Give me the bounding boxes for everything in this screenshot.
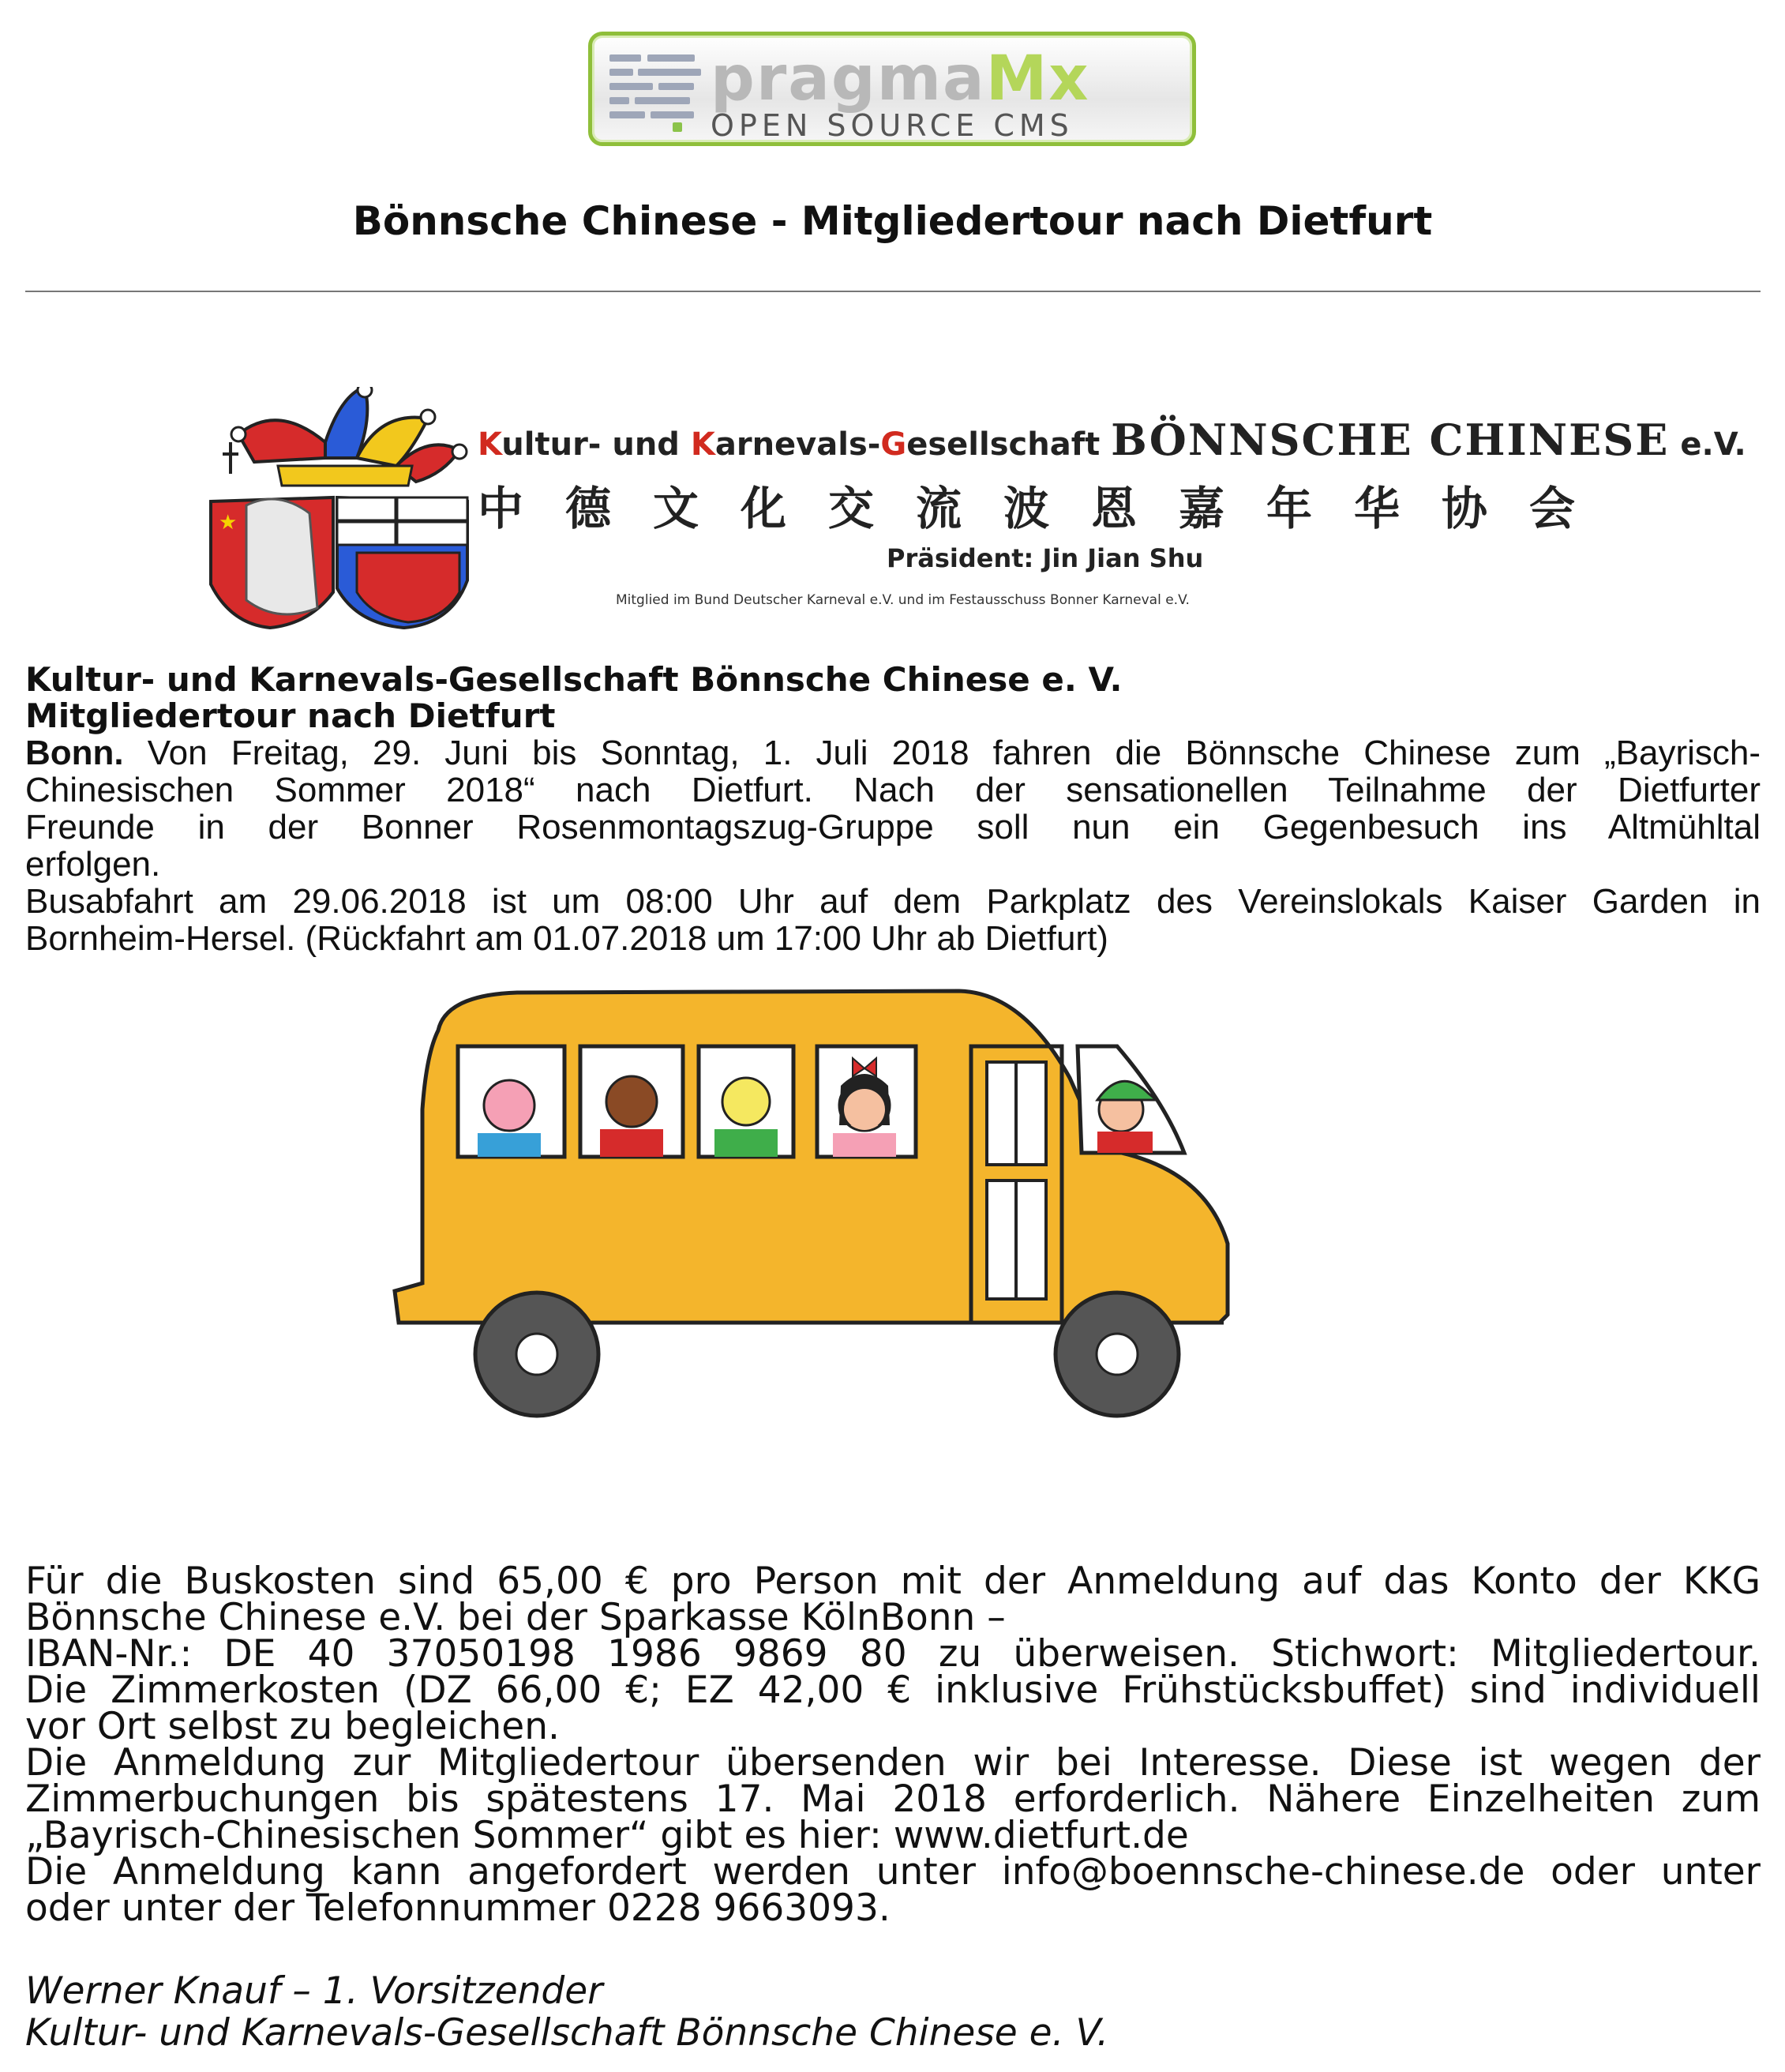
costs-line: oder unter der Telefonnummer 0228 9663093.: [25, 1886, 891, 1930]
costs-line: „Bayrisch-Chinesischen Sommer“ gibt es hier: www.dietfurt.de: [25, 1814, 1189, 1857]
costs-paragraph: [25, 1560, 1761, 1930]
costs-line: Die Zimmerkosten (DZ 66,00 €; EZ 42,00 € inklusive Frühstücksbuffet) sind individuell: [25, 1668, 1761, 1712]
tour-heading: Mitgliedertour nach Dietfurt: [25, 696, 556, 735]
school-bus-illustration: [391, 983, 1401, 1481]
costs-line: Zimmerbuchungen bis spätestens 17. Mai 2018 erforderlich. Nähere Einzelheiten zum: [25, 1777, 1761, 1821]
intro-line: Freunde in der Bonner Rosenmontagszug-Gruppe soll nun ein Gegenbesuch ins Altmühltal: [25, 808, 1761, 846]
intro-line: Bornheim-Hersel. (Rückfahrt am 01.07.2018 um 17:00 Uhr ab Dietfurt): [25, 919, 1108, 958]
costs-line: IBAN-Nr.: DE 40 37050198 1986 9869 80 zu überweisen. Stichwort: Mitgliedertour.: [25, 1632, 1761, 1676]
divider: [25, 291, 1761, 292]
intro-line: erfolgen.: [25, 845, 161, 884]
costs-line: Die Anmeldung zur Mitgliedertour übersenden wir bei Interesse. Diese ist wegen der: [25, 1741, 1761, 1785]
club-name-chinese: 中德文化交流波恩嘉年华协会: [478, 482, 1618, 535]
club-name-line: Kultur- und Karnevals-Gesellschaft BÖNNSCHE CHINESE e.V.: [478, 415, 1746, 465]
costs-line: Bönnsche Chinese e.V. bei der Sparkasse KölnBonn –: [25, 1596, 1006, 1639]
pragmamx-grid-icon: [609, 51, 712, 134]
intro-line: Chinesischen Sommer 2018“ nach Dietfurt. Nach der sensationellen Teilnahme der Dietfurter: [25, 771, 1761, 809]
costs-line: vor Ort selbst zu begleichen.: [25, 1705, 560, 1748]
costs-line: Für die Buskosten sind 65,00 € pro Person mit der Anmeldung auf das Konto der KKG: [25, 1560, 1761, 1603]
signature-org: Kultur- und Karnevals-Gesellschaft Bönnsche Chinese e. V.: [25, 2011, 1109, 2055]
pragmamx-tagline: OPEN SOURCE CMS: [711, 108, 1074, 143]
pragmamx-logo[interactable]: [588, 32, 1196, 146]
page-title: Bönnsche Chinese - Mitgliedertour nach Dietfurt: [352, 198, 1433, 244]
signature-name: Werner Knauf – 1. Vorsitzender: [25, 1969, 603, 2013]
intro-paragraph: [25, 734, 1761, 957]
intro-line: Bonn. Von Freitag, 29. Juni bis Sonntag, 1. Juli 2018 fahren die Bönnsche Chinese zum „Bayrisch-: [25, 734, 1761, 772]
signature-block: [25, 1970, 1761, 2054]
intro-line: Busabfahrt am 29.06.2018 ist um 08:00 Uhr auf dem Parkplatz des Vereinslokals Kaiser Garden in: [25, 882, 1761, 921]
club-membership: Mitglied im Bund Deutscher Karneval e.V. und im Festausschuss Bonner Karneval e.V.: [616, 592, 1190, 608]
costs-line: Die Anmeldung kann angefordert werden unter info@boennsche-chinese.de oder unter: [25, 1850, 1761, 1894]
club-crest-icon: [207, 387, 475, 632]
pragmamx-wordmark: pragmaMx: [711, 43, 1090, 114]
intro-lead: Bonn.: [25, 734, 124, 772]
svg-text:★: ★: [219, 511, 238, 535]
org-heading: Kultur- und Karnevals-Gesellschaft Bönnsche Chinese e. V.: [25, 660, 1123, 699]
club-president: Präsident: Jin Jian Shu: [887, 543, 1204, 573]
